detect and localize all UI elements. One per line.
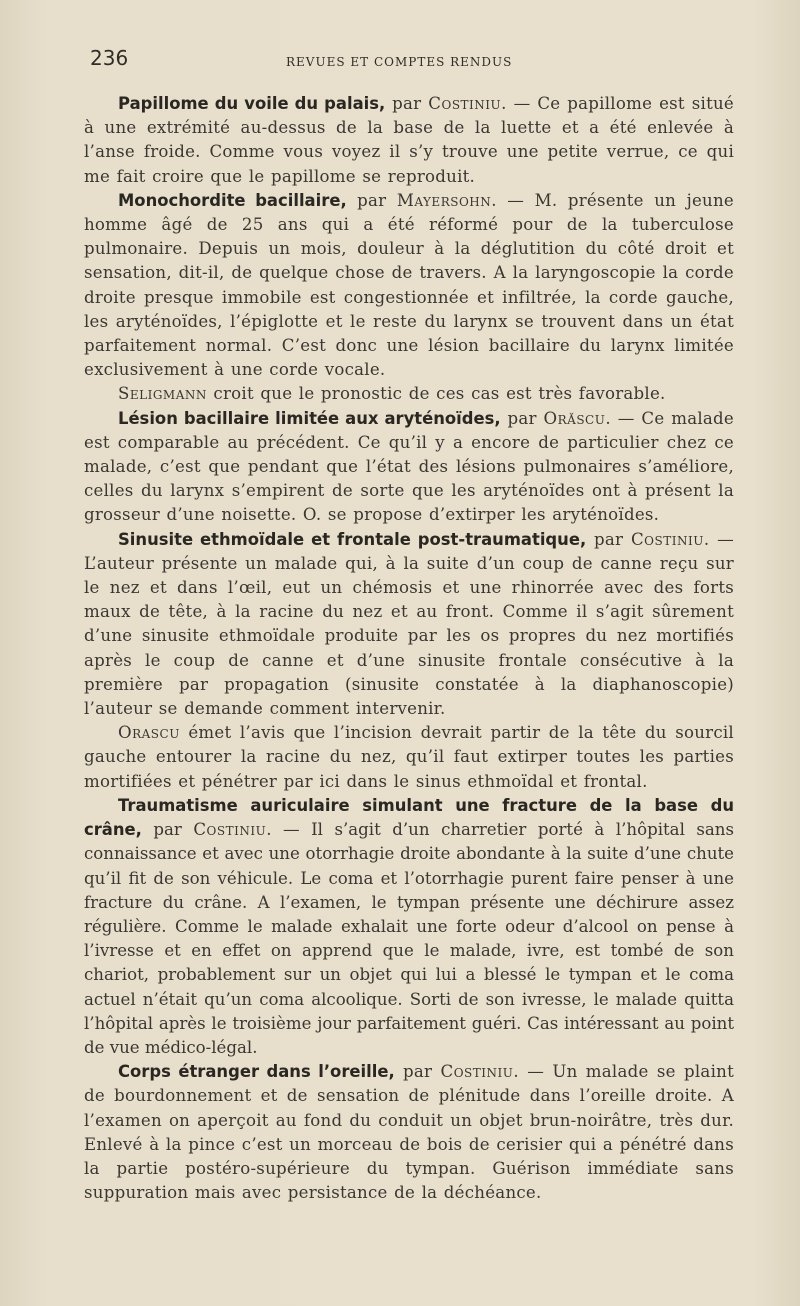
paragraph-sinusite xyxy=(84,528,734,722)
paragraph-traumatisme xyxy=(84,794,734,1060)
lead-text: par xyxy=(141,820,194,840)
author-name: Orăscu xyxy=(543,408,606,428)
paragraph-text: . — Il s’agit d’un charretier porté à l’hôpital sans connaissance et avec une otorrhagie droite abondante à la suite d’une chute qu’il fit de son véhicule. Le coma et l’otorrhagie purent faire penser à une fracture du crâne. A l’examen, le tympan présente une déchirure assez régulière. Comme le malade exhalait une forte odeur d’alcool on pense à l’ivresse et en effet on apprend que le malade, ivre, est tombé de son chariot, probablement sur un objet qui lui a blessé le tympan et le coma actuel n’était qu’un coma alcoolique. Sorti de son ivresse, le malade quitta l’hôpital après le troisième jour parfaitement guéri. Cas intéressant au point de vue médico-légal. xyxy=(84,820,735,1057)
author-name: Costiniu xyxy=(440,1062,514,1082)
section-title: Monochordite bacillaire, xyxy=(118,190,347,210)
body-text xyxy=(84,92,734,1205)
paragraph-text: . — Ce papillome est situé à une extrémité au-dessus de la base de la luette et a été enlevée à l’anse froide. Comme vous voyez il s’y trouve une petite verrue, ce qui me fait croire que le papillome se reproduit. xyxy=(84,94,734,186)
author-name: Costiniu xyxy=(193,820,267,840)
section-title: Lésion bacillaire limitée aux aryténoïdes, xyxy=(118,408,501,428)
lead-text: par xyxy=(346,190,397,210)
paragraph-papillome xyxy=(84,92,734,189)
running-head: REVUES ET COMPTES RENDUS xyxy=(286,55,513,69)
lead-text: par xyxy=(586,529,631,549)
author-name: Seligmann xyxy=(118,384,207,404)
paragraph-corps-etranger xyxy=(84,1060,734,1205)
lead-text: par xyxy=(394,1062,441,1082)
lead-text: par xyxy=(500,408,544,428)
lead-text: par xyxy=(385,94,429,113)
page-number: 236 xyxy=(90,46,129,70)
paragraph-text: . — M. présente un jeune homme âgé de 25 ans qui a été réformé pour de la tuberculose pulmonaire. Depuis un mois, douleur à la déglutition du côté droit et sensation, dit-il, de quelque chose de travers. A la laryngoscopie la corde droite presque immobile est congestionnée et infiltrée, la corde gauche, les aryténoïdes, l’épiglotte et le reste du larynx se trouvent dans un état parfaitement normal. C’est donc une lésion bacillaire du larynx limitée exclusivement à une corde vocale. xyxy=(84,190,734,380)
author-name: Mayersohn xyxy=(396,190,492,210)
paragraph-text: croit que le pronostic de ces cas est très favorable. xyxy=(206,384,666,404)
paragraph-text: . — Ce malade est comparable au précédent. Ce qu’il y a encore de particulier chez ce malade, c’est que pendant que l’état des lésions pulmonaires s’améliore, celles du larynx s’empirent de sorte que les aryténoïdes ont à présent la grosseur d’une noisette. O. se propose d’extirper les aryténoïdes. xyxy=(84,408,735,525)
section-title: Traumatisme auriculaire simulant une fracture de la base du crâne, xyxy=(84,795,734,840)
paragraph-text: . — Un malade se plaint de bourdonnement et de sensation de plénitude dans l’oreille droite. A l’examen on aperçoit au fond du conduit un objet brun-noirâtre, très dur. Enlevé à la pince c’est un morceau de bois de cerisier qui a pénétré dans la partie postéro-supérieure du tympan. Guérison immédiate sans suppuration mais avec persistance de la déchéance. xyxy=(84,1062,734,1203)
section-title: Corps étranger dans l’oreille, xyxy=(118,1062,395,1082)
paragraph-orascu xyxy=(84,721,734,794)
paragraph-text: . — L’auteur présente un malade qui, à la suite d’un coup de canne reçu sur le nez et dans l’œil, eut un chémosis et une rhinorrée avec des forts maux de tête, à la racine du nez et au front. Comme il s’agit sûrement d’une sinusite ethmoïdale produite par les os propres du nez mortifiés après le coup de canne et d’une sinusite frontale consécutive à la première par propagation (sinusite constatée à la diaphanoscopie) l’auteur se demande comment intervenir. xyxy=(84,529,734,719)
paragraph-text: émet l’avis que l’incision devrait partir de la tête du sourcil gauche entourer la racine du nez, qu’il faut extirper toutes les parties mortifiées et pénétrer par ici dans le sinus ethmoïdal et frontal. xyxy=(84,723,734,791)
author-name: Costiniu xyxy=(630,529,704,549)
paragraph-monochordite xyxy=(84,189,734,383)
section-title: Papillome du voile du palais, xyxy=(118,94,386,113)
author-name: Orascu xyxy=(118,723,180,743)
page-header xyxy=(90,46,730,78)
paragraph-lesion-bacillaire xyxy=(84,407,734,528)
section-title: Sinusite ethmoïdale et frontale post-traumatique, xyxy=(118,529,587,549)
paragraph-seligmann xyxy=(84,382,734,406)
author-name: Costiniu xyxy=(428,94,502,113)
